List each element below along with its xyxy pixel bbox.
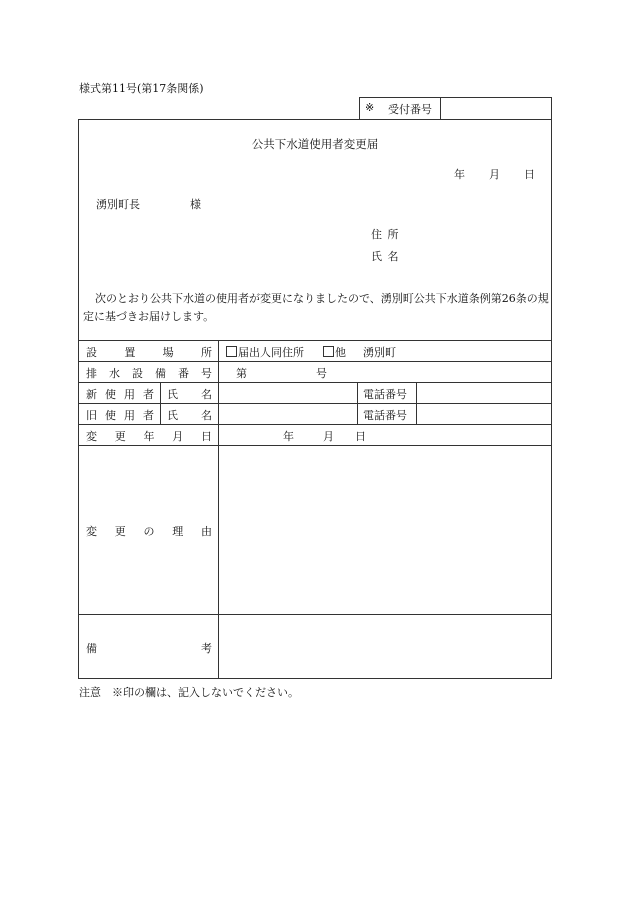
footnote: 注意 ※印の欄は、記入しないでください。	[79, 686, 299, 699]
receipt-label: 受付番号	[388, 103, 432, 116]
body-text: 次のとおり公共下水道の使用者が変更になりましたので、湧別町公共下水道条例第26条の規定に基づきお届けします。	[83, 292, 549, 323]
phone-label-right-line	[416, 382, 417, 424]
applicant-name-label: 氏 名	[371, 250, 400, 263]
new-user-name-field[interactable]	[220, 384, 355, 402]
new-user-phone-field[interactable]	[418, 384, 550, 402]
form-number: 様式第11号(第17条関係)	[79, 82, 204, 95]
change-date-day: 日	[355, 430, 366, 443]
old-user-label: 旧 使 用 者	[86, 409, 154, 422]
row-line-6	[78, 445, 552, 446]
change-date-label: 変 更 年 月 日	[86, 430, 212, 443]
row-line-3	[78, 382, 552, 383]
applicant-address-label: 住 所	[371, 228, 400, 241]
new-user-name-label: 氏 名	[167, 388, 212, 401]
remarks-field[interactable]	[220, 616, 550, 677]
old-user-name-field[interactable]	[220, 405, 355, 423]
drainage-suffix: 号	[316, 367, 327, 380]
other-address-checkbox[interactable]	[323, 346, 334, 357]
same-address-label: 届出人同住所	[238, 346, 304, 359]
other-address-label: 他	[335, 346, 346, 359]
drainage-number-field[interactable]	[252, 363, 312, 381]
change-date-month: 月	[323, 430, 334, 443]
same-address-checkbox[interactable]	[226, 346, 237, 357]
change-date-year: 年	[283, 430, 294, 443]
row-line-1	[78, 340, 552, 341]
addressee-honorific: 様	[190, 198, 201, 211]
drainage-prefix: 第	[236, 367, 247, 380]
addressee-name: 湧別町長	[96, 198, 140, 211]
drainage-number-label: 排 水 設 備 番 号	[86, 367, 212, 380]
user-subcolumn-line	[160, 382, 161, 424]
remarks-label: 備 考	[86, 642, 212, 655]
new-user-phone-label: 電話番号	[363, 388, 407, 401]
new-user-label: 新 使 用 者	[86, 388, 154, 401]
date-day: 日	[524, 168, 535, 181]
old-user-phone-label: 電話番号	[363, 409, 407, 422]
row-line-4	[78, 403, 552, 404]
row-line-2	[78, 361, 552, 362]
row-line-7	[78, 614, 552, 615]
old-user-phone-field[interactable]	[418, 405, 550, 423]
form-title: 公共下水道使用者変更届	[251, 137, 379, 151]
phone-label-left-line	[357, 382, 358, 424]
label-column-line	[218, 340, 219, 679]
reason-label: 変 更 の 理 由	[86, 525, 212, 538]
old-user-name-label: 氏 名	[167, 409, 212, 422]
date-year: 年	[454, 168, 465, 181]
receipt-divider	[440, 97, 441, 120]
reason-field[interactable]	[220, 447, 550, 612]
location-options	[226, 344, 396, 360]
location-town: 湧別町	[363, 346, 396, 359]
location-label: 設 置 場 所	[86, 346, 212, 359]
receipt-mark: ※	[365, 101, 375, 114]
date-month: 月	[489, 168, 500, 181]
row-line-5	[78, 424, 552, 425]
